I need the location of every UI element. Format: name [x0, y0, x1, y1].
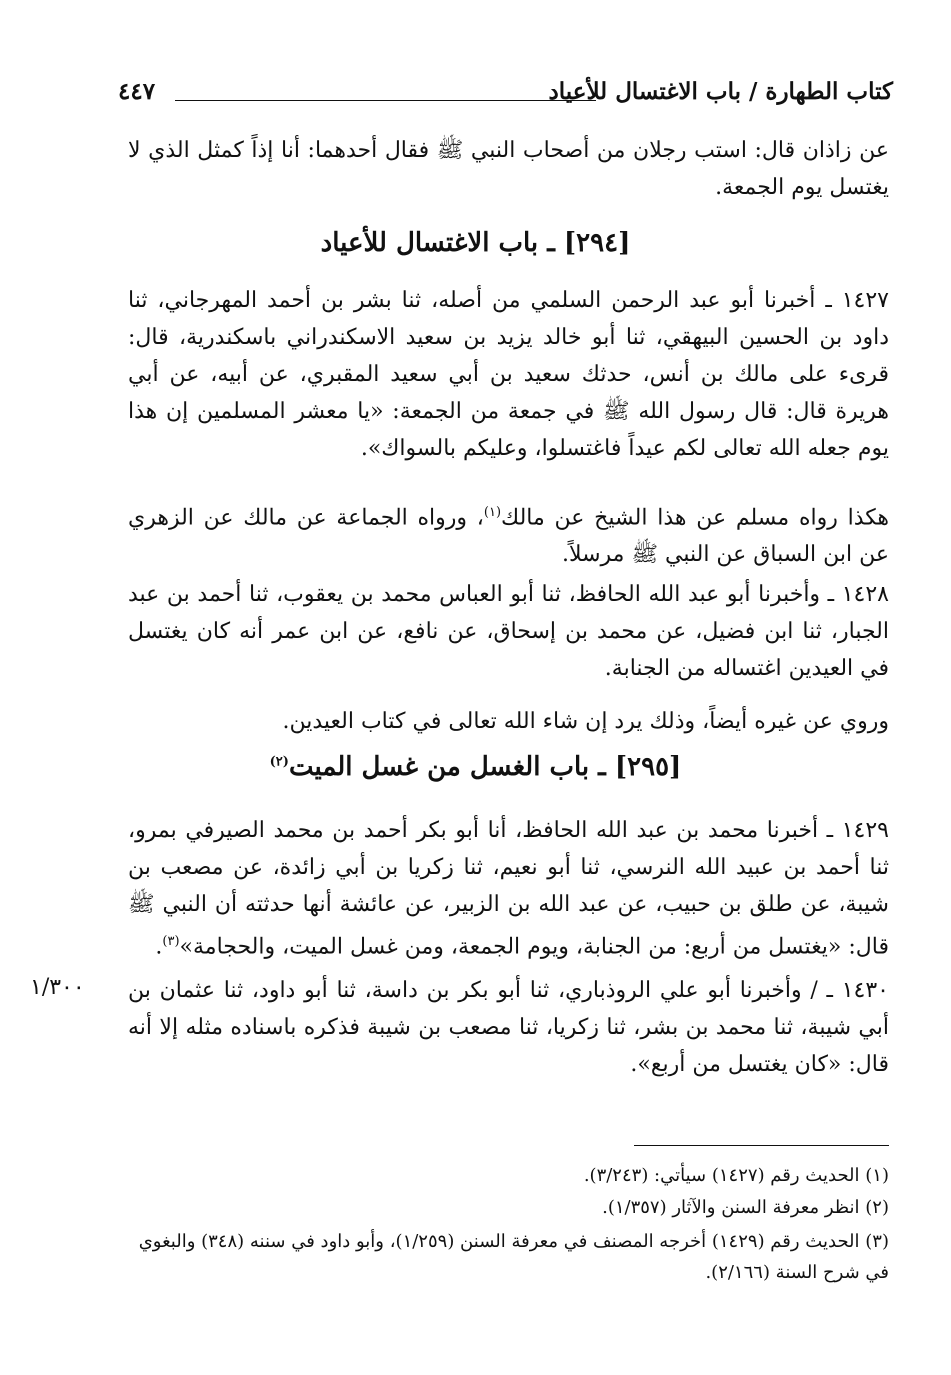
commentary-text-a: هكذا رواه مسلم عن هذا الشيخ عن مالك: [501, 505, 889, 531]
manuscript-folio-reference: ١/٣٠٠: [30, 975, 85, 1000]
footnote-marker-2: (٢): [269, 754, 289, 770]
footnote-1: (١) الحديث رقم (١٤٢٧) سيأتي: (٣/٢٤٣).: [583, 1165, 889, 1186]
footnote-rule: [634, 1145, 889, 1146]
footnote-marker-1: (١): [483, 505, 502, 520]
chapter-heading-295: [62, 752, 889, 782]
hadith-1429-text: ١٤٢٩ ـ أخبرنا محمد بن عبد الله الحافظ، أنا أبو بكر أحمد بن محمد الصيرفي بمرو، ثنا أحمد بن عبيد الله النرسي، ثنا أبو نعيم، ثنا زكريا بن أبي زائدة، عن مصعب بن شيبة، عن طلق بن حبيب، عن عبد الله بن الزبير، عن عائشة أنها حدثته أن النبي ﷺ قال: «يغتسل من أربع: من الجنابة، ويوم الجمعة، ومن غسل الميت، والحجامة»: [128, 818, 889, 960]
paragraph-commentary: [128, 494, 889, 573]
hadith-1427: ١٤٢٧ ـ أخبرنا أبو عبد الرحمن السلمي من أصله، ثنا بشر بن أحمد المهرجاني، ثنا داود بن الحسين البيهقي، ثنا أبو خالد يزيد بن سعيد الاسكندراني باسكندرية، قال: قرىء على مالك بن أنس، حدثك سعيد بن أبي سعيد المقبري، عن أبيه، عن أبي هريرة قال: قال رسول الله ﷺ في جمعة من الجمعة: «يا معشر المسلمين إن هذا يوم جعله الله تعالى لكم عيداً فاغتسلوا، وعليكم بالسواك».: [128, 288, 889, 461]
paragraph-riwaya: وروي عن غيره أيضاً، وذلك يرد إن شاء الله تعالى في كتاب العيدين.: [282, 709, 889, 734]
hadith-1428: ١٤٢٨ ـ وأخبرنا أبو عبد الله الحافظ، ثنا أبو العباس محمد بن يعقوب، ثنا أحمد بن عبد الجبار، ثنا ابن فضيل، عن محمد بن إسحاق، عن نافع، عن ابن عمر أنه كان يغتسل في العيدين اغتساله من الجنابة.: [128, 582, 889, 681]
chapter-heading-294: [٢٩٤] ـ باب الاغتسال للأعياد: [320, 228, 631, 258]
hadith-1429: [128, 812, 889, 965]
hadith-1429-end: .: [155, 934, 163, 960]
chapter-heading-295-text: [٢٩٥] ـ باب الغسل من غسل الميت: [288, 752, 682, 782]
hadith-1430: ١٤٣٠ ـ / وأخبرنا أبو علي الروذباري، ثنا أبو بكر بن داسة، ثنا أبو داود، ثنا عثمان بن أبي شيبة، ثنا محمد بن بشر، ثنا زكريا، ثنا مصعب بن شيبة فذكره باسناده مثله إلا أنه قال: «كان يغتسل من أربع».: [128, 978, 889, 1077]
commentary-text-b: ، ورواه الجماعة عن مالك عن الزهري عن ابن السباق عن النبي ﷺ مرسلاً.: [128, 505, 889, 568]
paragraph-opening: عن زاذان قال: استب رجلان من أصحاب النبي ﷺ فقال أحدهما: أنا إذاً كمثل الذي لا يغتسل يوم الجمعة.: [128, 138, 889, 200]
header-rule: [175, 100, 596, 101]
page-number: ٤٤٧: [118, 78, 156, 105]
footnote-2: (٢) انظر معرفة السنن والآثار (١/٣٥٧).: [602, 1197, 889, 1218]
running-header-title: كتاب الطهارة / باب الاغتسال للأعياد: [548, 78, 893, 105]
footnote-3: (٣) الحديث رقم (١٤٢٩) أخرجه المصنف في معرفة السنن (١/٢٥٩)، وأبو داود في سننه (٣٤٨) والبغوي في شرح السنة (٢/١٦٦).: [138, 1231, 889, 1283]
footnote-marker-3: (٣): [162, 934, 180, 949]
